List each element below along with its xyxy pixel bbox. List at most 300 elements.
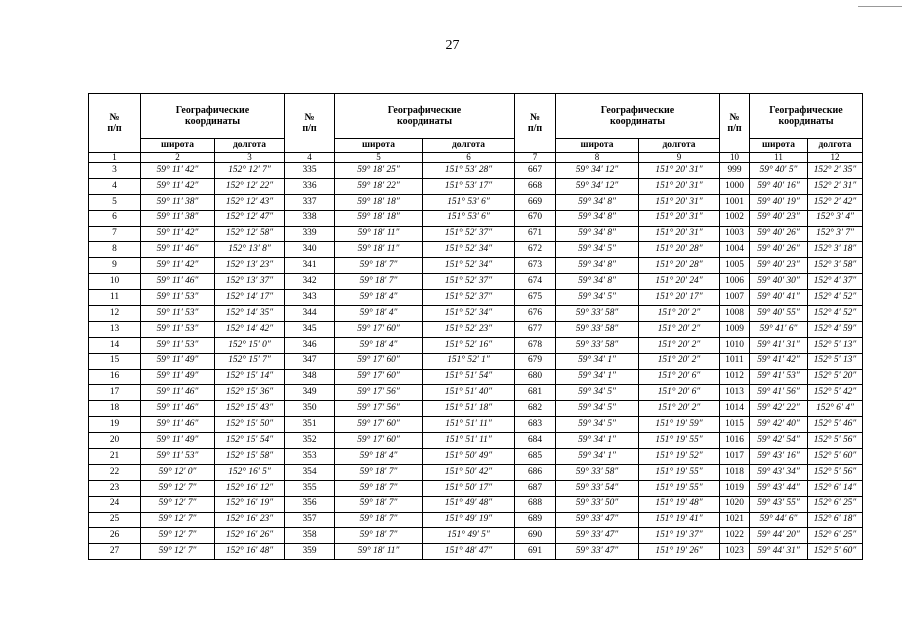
point-number-cell: 682	[515, 401, 556, 417]
longitude-cell: 152° 12′ 47″	[215, 210, 285, 226]
longitude-cell: 151° 49′ 19″	[423, 512, 515, 528]
longitude-cell: 151° 19′ 48″	[639, 496, 720, 512]
longitude-cell: 152° 2′ 35″	[808, 163, 863, 179]
longitude-cell: 152° 3′ 58″	[808, 258, 863, 274]
longitude-cell: 151° 52′ 34″	[423, 258, 515, 274]
latitude-cell: 59° 11′ 42″	[141, 258, 215, 274]
latitude-header: широта	[750, 139, 808, 153]
longitude-cell: 152° 15′ 54″	[215, 433, 285, 449]
longitude-cell: 151° 48′ 47″	[423, 544, 515, 560]
latitude-cell: 59° 44′ 6″	[750, 512, 808, 528]
longitude-cell: 151° 20′ 31″	[639, 194, 720, 210]
point-number-cell: 690	[515, 528, 556, 544]
column-index: 5	[335, 153, 423, 163]
latitude-cell: 59° 11′ 53″	[141, 306, 215, 322]
point-number-cell: 9	[89, 258, 141, 274]
point-number-cell: 3	[89, 163, 141, 179]
point-number-cell: 1016	[720, 433, 750, 449]
latitude-cell: 59° 17′ 56″	[335, 385, 423, 401]
longitude-cell: 152° 6′ 25″	[808, 496, 863, 512]
point-number-cell: 352	[285, 433, 335, 449]
table-row	[89, 258, 863, 274]
point-number-cell: 1000	[720, 178, 750, 194]
point-number-cell: 26	[89, 528, 141, 544]
latitude-cell: 59° 18′ 4″	[335, 337, 423, 353]
point-number-cell: 1013	[720, 385, 750, 401]
point-number-cell: 12	[89, 306, 141, 322]
longitude-cell: 152° 5′ 42″	[808, 385, 863, 401]
table-row	[89, 337, 863, 353]
longitude-cell: 151° 20′ 6″	[639, 369, 720, 385]
longitude-cell: 152° 5′ 56″	[808, 433, 863, 449]
longitude-cell: 152° 13′ 23″	[215, 258, 285, 274]
point-number-cell: 353	[285, 449, 335, 465]
latitude-cell: 59° 34′ 1″	[556, 353, 639, 369]
point-number-cell: 356	[285, 496, 335, 512]
latitude-cell: 59° 40′ 41″	[750, 290, 808, 306]
latitude-cell: 59° 40′ 55″	[750, 306, 808, 322]
longitude-cell: 151° 51′ 18″	[423, 401, 515, 417]
latitude-cell: 59° 11′ 42″	[141, 163, 215, 179]
point-number-cell: 342	[285, 274, 335, 290]
latitude-cell: 59° 11′ 46″	[141, 385, 215, 401]
longitude-header: долгота	[215, 139, 285, 153]
latitude-cell: 59° 34′ 8″	[556, 194, 639, 210]
point-number-cell: 683	[515, 417, 556, 433]
longitude-cell: 152° 3′ 7″	[808, 226, 863, 242]
point-number-cell: 1007	[720, 290, 750, 306]
longitude-cell: 151° 20′ 2″	[639, 337, 720, 353]
point-number-cell: 674	[515, 274, 556, 290]
latitude-cell: 59° 18′ 4″	[335, 290, 423, 306]
table-row	[89, 321, 863, 337]
table-row	[89, 242, 863, 258]
point-number-cell: 359	[285, 544, 335, 560]
longitude-cell: 152° 15′ 58″	[215, 449, 285, 465]
latitude-cell: 59° 34′ 1″	[556, 433, 639, 449]
longitude-cell: 152° 12′ 43″	[215, 194, 285, 210]
latitude-cell: 59° 11′ 46″	[141, 401, 215, 417]
point-number-cell: 685	[515, 449, 556, 465]
latitude-cell: 59° 17′ 60″	[335, 433, 423, 449]
longitude-cell: 152° 15′ 0″	[215, 337, 285, 353]
latitude-cell: 59° 33′ 47″	[556, 544, 639, 560]
longitude-cell: 151° 20′ 31″	[639, 178, 720, 194]
longitude-cell: 152° 4′ 52″	[808, 306, 863, 322]
latitude-cell: 59° 18′ 11″	[335, 544, 423, 560]
point-number-cell: 1014	[720, 401, 750, 417]
latitude-cell: 59° 17′ 56″	[335, 401, 423, 417]
longitude-cell: 152° 5′ 56″	[808, 464, 863, 480]
latitude-cell: 59° 11′ 49″	[141, 433, 215, 449]
point-number-cell: 27	[89, 544, 141, 560]
table-row	[89, 290, 863, 306]
latitude-cell: 59° 11′ 38″	[141, 210, 215, 226]
point-number-cell: 1021	[720, 512, 750, 528]
point-number-cell: 17	[89, 385, 141, 401]
longitude-cell: 151° 52′ 34″	[423, 242, 515, 258]
table-row	[89, 178, 863, 194]
latitude-cell: 59° 11′ 42″	[141, 226, 215, 242]
longitude-cell: 151° 51′ 11″	[423, 417, 515, 433]
latitude-cell: 59° 40′ 16″	[750, 178, 808, 194]
latitude-cell: 59° 17′ 60″	[335, 417, 423, 433]
page-number: 27	[445, 38, 460, 53]
point-number-cell: 1018	[720, 464, 750, 480]
longitude-cell: 152° 13′ 8″	[215, 242, 285, 258]
col-num-header: № п/п	[515, 94, 556, 153]
longitude-cell: 151° 20′ 28″	[639, 258, 720, 274]
table-row	[89, 369, 863, 385]
point-number-cell: 1005	[720, 258, 750, 274]
point-number-cell: 343	[285, 290, 335, 306]
latitude-header: широта	[335, 139, 423, 153]
point-number-cell: 673	[515, 258, 556, 274]
longitude-cell: 152° 12′ 58″	[215, 226, 285, 242]
longitude-cell: 152° 13′ 37″	[215, 274, 285, 290]
point-number-cell: 672	[515, 242, 556, 258]
point-number-cell: 13	[89, 321, 141, 337]
longitude-cell: 152° 14′ 42″	[215, 321, 285, 337]
point-number-cell: 1020	[720, 496, 750, 512]
longitude-cell: 151° 20′ 2″	[639, 353, 720, 369]
longitude-cell: 151° 50′ 49″	[423, 449, 515, 465]
point-number-cell: 670	[515, 210, 556, 226]
latitude-cell: 59° 11′ 38″	[141, 194, 215, 210]
latitude-cell: 59° 41′ 53″	[750, 369, 808, 385]
latitude-cell: 59° 44′ 31″	[750, 544, 808, 560]
point-number-cell: 1008	[720, 306, 750, 322]
latitude-cell: 59° 12′ 7″	[141, 512, 215, 528]
point-number-cell: 355	[285, 480, 335, 496]
col-coords-header: Географические координаты	[556, 94, 720, 139]
longitude-cell: 151° 19′ 41″	[639, 512, 720, 528]
point-number-cell: 1022	[720, 528, 750, 544]
longitude-cell: 152° 5′ 46″	[808, 417, 863, 433]
longitude-cell: 151° 20′ 2″	[639, 321, 720, 337]
point-number-cell: 1004	[720, 242, 750, 258]
longitude-header: долгота	[423, 139, 515, 153]
longitude-cell: 151° 19′ 55″	[639, 433, 720, 449]
latitude-cell: 59° 12′ 7″	[141, 528, 215, 544]
longitude-cell: 152° 12′ 7″	[215, 163, 285, 179]
longitude-cell: 151° 20′ 2″	[639, 306, 720, 322]
latitude-cell: 59° 34′ 5″	[556, 242, 639, 258]
latitude-cell: 59° 43′ 16″	[750, 449, 808, 465]
latitude-cell: 59° 11′ 53″	[141, 290, 215, 306]
point-number-cell: 4	[89, 178, 141, 194]
latitude-cell: 59° 11′ 42″	[141, 178, 215, 194]
point-number-cell: 679	[515, 353, 556, 369]
longitude-cell: 152° 6′ 25″	[808, 528, 863, 544]
longitude-cell: 152° 4′ 52″	[808, 290, 863, 306]
column-index: 2	[141, 153, 215, 163]
point-number-cell: 7	[89, 226, 141, 242]
point-number-cell: 338	[285, 210, 335, 226]
longitude-cell: 152° 2′ 42″	[808, 194, 863, 210]
latitude-cell: 59° 33′ 58″	[556, 321, 639, 337]
table-row	[89, 449, 863, 465]
point-number-cell: 341	[285, 258, 335, 274]
point-number-cell: 687	[515, 480, 556, 496]
table-body	[89, 163, 863, 560]
table-row	[89, 433, 863, 449]
latitude-cell: 59° 34′ 8″	[556, 226, 639, 242]
point-number-cell: 676	[515, 306, 556, 322]
latitude-cell: 59° 18′ 7″	[335, 274, 423, 290]
longitude-cell: 152° 16′ 19″	[215, 496, 285, 512]
col-num-header: № п/п	[89, 94, 141, 153]
column-index: 1	[89, 153, 141, 163]
column-index: 10	[720, 153, 750, 163]
latitude-cell: 59° 40′ 5″	[750, 163, 808, 179]
longitude-cell: 151° 52′ 16″	[423, 337, 515, 353]
latitude-cell: 59° 43′ 55″	[750, 496, 808, 512]
latitude-cell: 59° 18′ 25″	[335, 163, 423, 179]
latitude-cell: 59° 18′ 22″	[335, 178, 423, 194]
point-number-cell: 691	[515, 544, 556, 560]
longitude-cell: 152° 5′ 60″	[808, 449, 863, 465]
latitude-cell: 59° 40′ 19″	[750, 194, 808, 210]
longitude-cell: 152° 6′ 14″	[808, 480, 863, 496]
latitude-cell: 59° 17′ 60″	[335, 321, 423, 337]
coordinates-table	[88, 93, 863, 560]
longitude-cell: 151° 20′ 31″	[639, 210, 720, 226]
longitude-cell: 152° 16′ 26″	[215, 528, 285, 544]
latitude-cell: 59° 11′ 49″	[141, 353, 215, 369]
col-coords-header: Географические координаты	[141, 94, 285, 139]
column-index: 7	[515, 153, 556, 163]
latitude-cell: 59° 34′ 5″	[556, 417, 639, 433]
point-number-cell: 1002	[720, 210, 750, 226]
point-number-cell: 11	[89, 290, 141, 306]
point-number-cell: 350	[285, 401, 335, 417]
longitude-cell: 151° 50′ 17″	[423, 480, 515, 496]
longitude-cell: 151° 52′ 34″	[423, 306, 515, 322]
point-number-cell: 681	[515, 385, 556, 401]
table-row	[89, 274, 863, 290]
latitude-cell: 59° 11′ 49″	[141, 369, 215, 385]
longitude-cell: 152° 16′ 5″	[215, 464, 285, 480]
latitude-cell: 59° 34′ 12″	[556, 163, 639, 179]
longitude-cell: 152° 15′ 43″	[215, 401, 285, 417]
col-num-header: № п/п	[720, 94, 750, 153]
latitude-cell: 59° 17′ 60″	[335, 369, 423, 385]
latitude-cell: 59° 34′ 5″	[556, 401, 639, 417]
latitude-cell: 59° 33′ 54″	[556, 480, 639, 496]
column-index-row	[89, 153, 863, 163]
latitude-cell: 59° 34′ 1″	[556, 369, 639, 385]
latitude-cell: 59° 11′ 53″	[141, 337, 215, 353]
longitude-cell: 152° 5′ 20″	[808, 369, 863, 385]
latitude-cell: 59° 43′ 44″	[750, 480, 808, 496]
longitude-cell: 151° 53′ 17″	[423, 178, 515, 194]
latitude-cell: 59° 18′ 7″	[335, 496, 423, 512]
latitude-cell: 59° 33′ 58″	[556, 337, 639, 353]
latitude-cell: 59° 12′ 7″	[141, 496, 215, 512]
latitude-cell: 59° 34′ 8″	[556, 274, 639, 290]
table-row	[89, 512, 863, 528]
latitude-cell: 59° 18′ 18″	[335, 194, 423, 210]
latitude-cell: 59° 44′ 20″	[750, 528, 808, 544]
point-number-cell: 688	[515, 496, 556, 512]
point-number-cell: 1001	[720, 194, 750, 210]
latitude-cell: 59° 42′ 22″	[750, 401, 808, 417]
longitude-cell: 151° 53′ 6″	[423, 210, 515, 226]
latitude-cell: 59° 11′ 53″	[141, 321, 215, 337]
point-number-cell: 14	[89, 337, 141, 353]
column-index: 4	[285, 153, 335, 163]
point-number-cell: 678	[515, 337, 556, 353]
point-number-cell: 667	[515, 163, 556, 179]
point-number-cell: 668	[515, 178, 556, 194]
point-number-cell: 21	[89, 449, 141, 465]
longitude-cell: 152° 15′ 50″	[215, 417, 285, 433]
table-row	[89, 194, 863, 210]
longitude-cell: 151° 19′ 26″	[639, 544, 720, 560]
point-number-cell: 25	[89, 512, 141, 528]
longitude-cell: 151° 51′ 11″	[423, 433, 515, 449]
table-row	[89, 528, 863, 544]
longitude-cell: 151° 52′ 23″	[423, 321, 515, 337]
table-row	[89, 385, 863, 401]
latitude-cell: 59° 12′ 0″	[141, 464, 215, 480]
longitude-cell: 152° 15′ 36″	[215, 385, 285, 401]
table-row	[89, 401, 863, 417]
latitude-cell: 59° 18′ 4″	[335, 306, 423, 322]
point-number-cell: 1012	[720, 369, 750, 385]
longitude-cell: 151° 20′ 2″	[639, 401, 720, 417]
longitude-cell: 151° 53′ 28″	[423, 163, 515, 179]
point-number-cell: 337	[285, 194, 335, 210]
longitude-cell: 152° 5′ 60″	[808, 544, 863, 560]
point-number-cell: 675	[515, 290, 556, 306]
latitude-cell: 59° 40′ 23″	[750, 210, 808, 226]
column-index: 9	[639, 153, 720, 163]
point-number-cell: 1003	[720, 226, 750, 242]
longitude-cell: 152° 3′ 4″	[808, 210, 863, 226]
longitude-cell: 151° 19′ 55″	[639, 464, 720, 480]
column-index: 6	[423, 153, 515, 163]
table-row	[89, 226, 863, 242]
point-number-cell: 22	[89, 464, 141, 480]
longitude-cell: 151° 49′ 5″	[423, 528, 515, 544]
point-number-cell: 671	[515, 226, 556, 242]
longitude-cell: 151° 50′ 42″	[423, 464, 515, 480]
latitude-cell: 59° 11′ 53″	[141, 449, 215, 465]
longitude-cell: 152° 5′ 13″	[808, 353, 863, 369]
latitude-cell: 59° 40′ 30″	[750, 274, 808, 290]
point-number-cell: 358	[285, 528, 335, 544]
longitude-cell: 151° 52′ 37″	[423, 274, 515, 290]
longitude-cell: 152° 5′ 13″	[808, 337, 863, 353]
latitude-cell: 59° 18′ 7″	[335, 464, 423, 480]
table-row	[89, 306, 863, 322]
longitude-cell: 151° 20′ 6″	[639, 385, 720, 401]
table-row	[89, 480, 863, 496]
top-right-rule	[858, 6, 902, 7]
point-number-cell: 348	[285, 369, 335, 385]
point-number-cell: 10	[89, 274, 141, 290]
point-number-cell: 680	[515, 369, 556, 385]
longitude-cell: 152° 16′ 23″	[215, 512, 285, 528]
table-row	[89, 496, 863, 512]
point-number-cell: 347	[285, 353, 335, 369]
longitude-cell: 152° 16′ 12″	[215, 480, 285, 496]
point-number-cell: 684	[515, 433, 556, 449]
column-index: 11	[750, 153, 808, 163]
latitude-cell: 59° 41′ 42″	[750, 353, 808, 369]
point-number-cell: 19	[89, 417, 141, 433]
longitude-cell: 151° 52′ 1″	[423, 353, 515, 369]
latitude-cell: 59° 34′ 1″	[556, 449, 639, 465]
latitude-header: широта	[141, 139, 215, 153]
latitude-cell: 59° 41′ 56″	[750, 385, 808, 401]
longitude-cell: 151° 19′ 37″	[639, 528, 720, 544]
latitude-cell: 59° 18′ 4″	[335, 449, 423, 465]
latitude-cell: 59° 18′ 7″	[335, 512, 423, 528]
latitude-cell: 59° 33′ 47″	[556, 528, 639, 544]
latitude-cell: 59° 12′ 7″	[141, 544, 215, 560]
table-row	[89, 417, 863, 433]
longitude-cell: 152° 6′ 18″	[808, 512, 863, 528]
latitude-header: широта	[556, 139, 639, 153]
longitude-cell: 151° 19′ 52″	[639, 449, 720, 465]
point-number-cell: 669	[515, 194, 556, 210]
point-number-cell: 357	[285, 512, 335, 528]
longitude-cell: 152° 14′ 35″	[215, 306, 285, 322]
point-number-cell: 8	[89, 242, 141, 258]
longitude-cell: 151° 20′ 28″	[639, 242, 720, 258]
column-index: 3	[215, 153, 285, 163]
longitude-cell: 152° 4′ 59″	[808, 321, 863, 337]
latitude-cell: 59° 42′ 54″	[750, 433, 808, 449]
table-row	[89, 464, 863, 480]
col-num-header: № п/п	[285, 94, 335, 153]
latitude-cell: 59° 33′ 50″	[556, 496, 639, 512]
point-number-cell: 340	[285, 242, 335, 258]
longitude-cell: 151° 20′ 24″	[639, 274, 720, 290]
longitude-cell: 151° 20′ 17″	[639, 290, 720, 306]
latitude-cell: 59° 34′ 8″	[556, 210, 639, 226]
point-number-cell: 5	[89, 194, 141, 210]
latitude-cell: 59° 34′ 12″	[556, 178, 639, 194]
latitude-cell: 59° 11′ 46″	[141, 242, 215, 258]
latitude-cell: 59° 34′ 5″	[556, 290, 639, 306]
longitude-header: долгота	[808, 139, 863, 153]
point-number-cell: 346	[285, 337, 335, 353]
point-number-cell: 345	[285, 321, 335, 337]
col-coords-header: Географические координаты	[335, 94, 515, 139]
latitude-cell: 59° 41′ 6″	[750, 321, 808, 337]
longitude-cell: 152° 2′ 31″	[808, 178, 863, 194]
longitude-cell: 152° 4′ 37″	[808, 274, 863, 290]
point-number-cell: 349	[285, 385, 335, 401]
point-number-cell: 16	[89, 369, 141, 385]
latitude-cell: 59° 34′ 5″	[556, 385, 639, 401]
latitude-cell: 59° 17′ 60″	[335, 353, 423, 369]
latitude-cell: 59° 43′ 34″	[750, 464, 808, 480]
longitude-header: долгота	[639, 139, 720, 153]
point-number-cell: 1023	[720, 544, 750, 560]
latitude-cell: 59° 11′ 46″	[141, 274, 215, 290]
latitude-cell: 59° 40′ 23″	[750, 258, 808, 274]
col-coords-header: Географические координаты	[750, 94, 863, 139]
point-number-cell: 23	[89, 480, 141, 496]
latitude-cell: 59° 33′ 47″	[556, 512, 639, 528]
longitude-cell: 152° 15′ 7″	[215, 353, 285, 369]
point-number-cell: 6	[89, 210, 141, 226]
